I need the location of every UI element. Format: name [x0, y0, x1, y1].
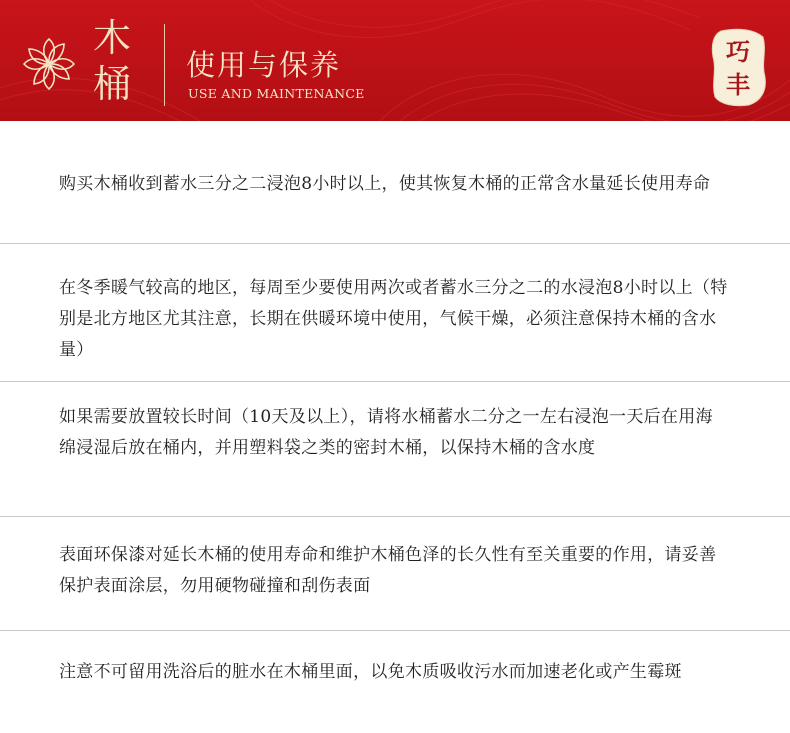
- list-item: [0, 517, 790, 631]
- header-divider: [164, 24, 165, 106]
- list-item: [0, 631, 790, 733]
- tip-text: 在冬季暖气较高的地区，每周至少要使用两次或者蓄水三分之二的水浸泡8小时以上（特别是北方地区尤其注意，长期在供暖环境中使用，气候干燥，必须注意保持木桶的含水量）: [59, 278, 728, 360]
- page-subtitle: USE AND MAINTENANCE: [188, 86, 365, 101]
- header-banner: [0, 0, 790, 121]
- tip-text: 注意不可留用洗浴后的脏水在木桶里面，以免木质吸收污水而加速老化或产生霉斑: [59, 662, 682, 682]
- list-item: [0, 382, 790, 517]
- stamp-lettering: 巧 丰: [726, 37, 750, 99]
- page-title: 使用与保养: [186, 48, 342, 82]
- list-item: [0, 244, 790, 382]
- tip-text: 表面环保漆对延长木桶的使用寿命和维护木桶色泽的长久性有至关重要的作用，请妥善保护表面涂层，勿用硬物碰撞和刮伤表面: [59, 545, 717, 596]
- flower-logo-icon: [22, 37, 76, 91]
- tip-text: 购买木桶收到蓄水三分之二浸泡8小时以上，使其恢复木桶的正常含水量延长使用寿命: [59, 174, 711, 194]
- list-item: [0, 121, 790, 244]
- tip-text: 如果需要放置较长时间（10天及以上），请将水桶蓄水二分之一左右浸泡一天后在用海绵浸湿后放在桶内，并用塑料袋之类的密封木桶，以保持木桶的含水度: [59, 407, 713, 458]
- brand-name: 木 桶: [92, 16, 131, 106]
